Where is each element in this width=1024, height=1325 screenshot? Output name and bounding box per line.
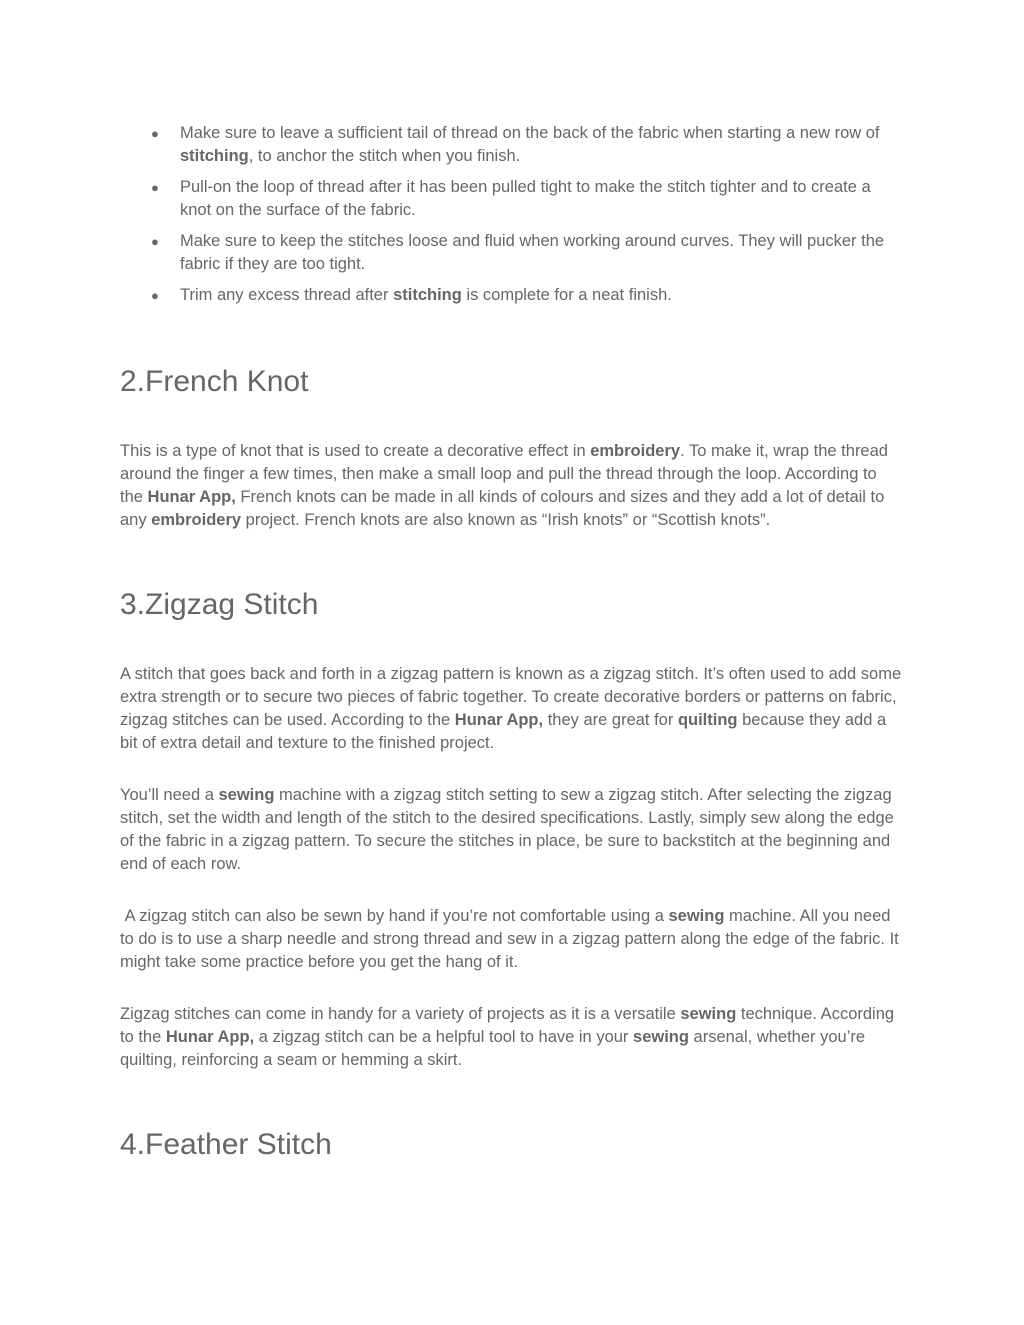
list-item-bold: stitching xyxy=(180,147,249,165)
text: French knots can be made in all kinds of colours and sizes and they add a lot of detail to any xyxy=(120,488,885,529)
list-item xyxy=(120,122,904,168)
text: A zigzag stitch can also be sewn by hand if you’re not comfortable using a xyxy=(120,907,669,925)
text: a zigzag stitch can be a helpful tool to have in your xyxy=(254,1028,634,1046)
paragraph-zigzag-4 xyxy=(120,1003,904,1072)
text: You’ll need a xyxy=(120,786,219,804)
bold-text: sewing xyxy=(633,1028,689,1046)
list-item-text: is complete for a neat finish. xyxy=(461,286,672,304)
paragraph-zigzag-2 xyxy=(120,784,904,876)
paragraph-french-knot xyxy=(120,440,904,532)
bold-text: quilting xyxy=(677,711,738,729)
bold-text: Hunar App, xyxy=(454,711,544,729)
text: A stitch that goes back and forth in a zigzag pattern is known as a zigzag stitch. It’s often used to add some extra strength or to secure two pieces of fabric together. To create decorative borders or patterns on fabric, zigzag stitches can be used. According to the xyxy=(120,665,902,729)
list-item-text: , to anchor the stitch when you finish. xyxy=(248,147,521,165)
list-item xyxy=(120,284,904,307)
paragraph-zigzag-3 xyxy=(120,905,904,974)
list-item-text: Pull-on the loop of thread after it has been pulled tight to make the stitch tighter and to create a knot on the surface of the fabric. xyxy=(180,178,871,219)
list-item-text: Make sure to keep the stitches loose and fluid when working around curves. They will pucker the fabric if they are too tight. xyxy=(180,232,885,273)
section-heading-zigzag-stitch: 3.Zigzag Stitch xyxy=(120,588,319,621)
text: machine. All you need to do is to use a sharp needle and strong thread and sew in a zigzag pattern along the edge of the fabric. It might take some practice before you get the hang of it. xyxy=(120,907,899,971)
list-item-text: Make sure to leave a sufficient tail of thread on the back of the fabric when starting a new row of xyxy=(180,124,880,142)
tips-list xyxy=(120,122,904,307)
text: project. French knots are also known as “Irish knots” or “Scottish knots”. xyxy=(241,511,771,529)
text: . To make it, wrap the thread around the finger a few times, then make a small loop and pull the thread through the loop. According to the xyxy=(120,442,888,506)
bullet-icon: ● xyxy=(151,126,159,141)
bullet-icon: ● xyxy=(151,180,159,195)
bold-text: sewing xyxy=(680,1005,737,1023)
text: Zigzag stitches can come in handy for a variety of projects as it is a versatile xyxy=(120,1005,681,1023)
list-item xyxy=(120,176,904,222)
text: technique. According to the xyxy=(120,1005,895,1046)
list-item xyxy=(120,230,904,276)
bold-text: sewing xyxy=(668,907,725,925)
section-heading-feather-stitch: 4.Feather Stitch xyxy=(120,1128,332,1161)
bullet-icon: ● xyxy=(151,234,159,249)
list-item-bold: stitching xyxy=(393,286,462,304)
text: because they add a bit of extra detail and texture to the finished project. xyxy=(120,711,887,752)
text: machine with a zigzag stitch setting to sew a zigzag stitch. After selecting the zigzag stitch, set the width and length of the stitch to the desired specifications. Lastly, simply sew along the edge of the fabric in a zigzag pattern. To secure the stitches in place, be sure to backstitch at the beginning and end of each row. xyxy=(120,786,894,873)
text: arsenal, whether you’re quilting, reinforcing a seam or hemming a skirt. xyxy=(120,1028,866,1069)
bold-text: Hunar App, xyxy=(165,1028,255,1046)
bold-text: sewing xyxy=(218,786,275,804)
bold-text: embroidery xyxy=(151,511,242,529)
bullet-icon: ● xyxy=(151,288,159,303)
bold-text: Hunar App, xyxy=(147,488,236,506)
text: This is a type of knot that is used to create a decorative effect in xyxy=(120,442,591,460)
document-page xyxy=(120,122,904,1163)
paragraph-zigzag-1 xyxy=(120,663,904,755)
text: they are great for xyxy=(543,711,678,729)
list-item-text: Trim any excess thread after xyxy=(180,286,394,304)
bold-text: embroidery xyxy=(590,442,681,460)
section-heading-french-knot: 2.French Knot xyxy=(120,365,309,398)
